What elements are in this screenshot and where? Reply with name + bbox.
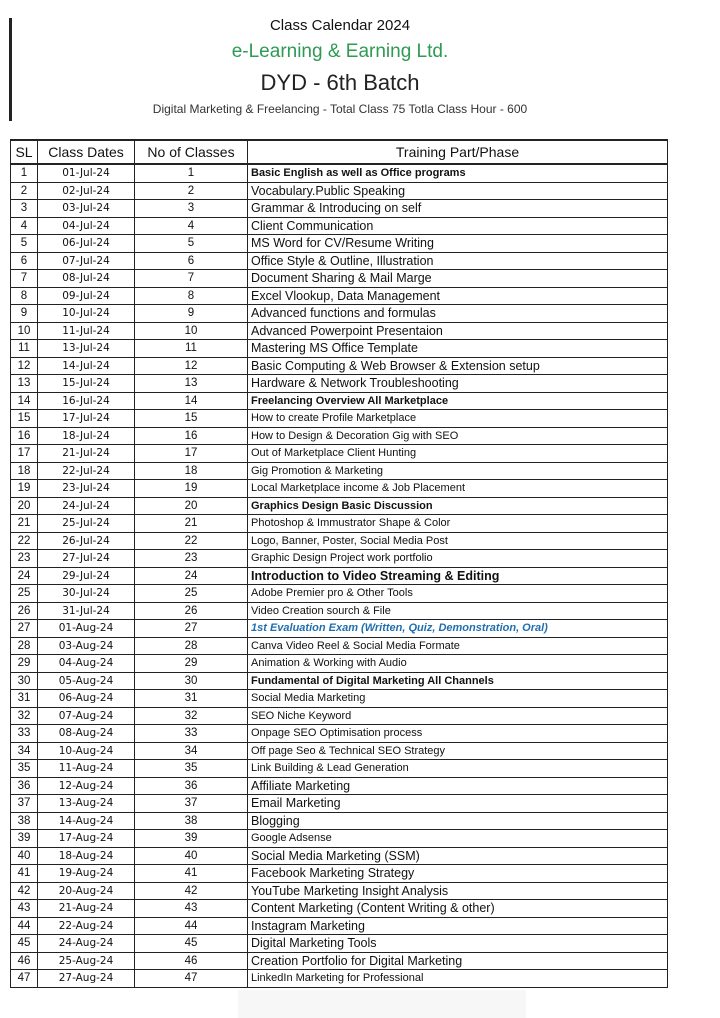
table-row — [11, 795, 668, 813]
date-cell: 14-Aug-24 — [38, 812, 135, 830]
sl-cell: 38 — [11, 812, 38, 830]
topic-cell: 1st Evaluation Exam (Written, Quiz, Demonstration, Oral) — [248, 620, 668, 638]
date-cell: 06-Aug-24 — [38, 690, 135, 708]
table-row — [11, 322, 668, 340]
sl-cell: 19 — [11, 480, 38, 498]
date-cell: 10-Jul-24 — [38, 305, 135, 323]
date-cell: 26-Jul-24 — [38, 532, 135, 550]
class-number-cell: 22 — [135, 532, 248, 550]
table-row — [11, 567, 668, 585]
sl-cell: 15 — [11, 410, 38, 428]
sl-cell: 22 — [11, 532, 38, 550]
class-number-cell: 12 — [135, 357, 248, 375]
table-row — [11, 847, 668, 865]
table-row — [11, 550, 668, 568]
table-row — [11, 392, 668, 410]
class-number-cell: 18 — [135, 462, 248, 480]
topic-cell: Basic Computing & Web Browser & Extension setup — [248, 357, 668, 375]
sl-cell: 31 — [11, 690, 38, 708]
topic-cell: Adobe Premier pro & Other Tools — [248, 585, 668, 603]
class-number-cell: 19 — [135, 480, 248, 498]
date-cell: 14-Jul-24 — [38, 357, 135, 375]
sl-cell: 32 — [11, 707, 38, 725]
sl-cell: 28 — [11, 637, 38, 655]
date-cell: 03-Aug-24 — [38, 637, 135, 655]
topic-cell: Local Marketplace income & Job Placement — [248, 480, 668, 498]
sl-cell: 37 — [11, 795, 38, 813]
sl-cell: 21 — [11, 515, 38, 533]
class-number-cell: 32 — [135, 707, 248, 725]
class-number-cell: 36 — [135, 777, 248, 795]
table-row — [11, 830, 668, 848]
course-summary: Digital Marketing & Freelancing - Total Class 75 Totla Class Hour - 600 — [152, 102, 528, 116]
date-cell: 27-Jul-24 — [38, 550, 135, 568]
topic-cell: How to Design & Decoration Gig with SEO — [248, 427, 668, 445]
date-cell: 20-Aug-24 — [38, 882, 135, 900]
sl-cell: 41 — [11, 865, 38, 883]
topic-cell: Off page Seo & Technical SEO Strategy — [248, 742, 668, 760]
table-row — [11, 427, 668, 445]
topic-cell: Grammar & Introducing on self — [248, 200, 668, 218]
column-header-training-phase: Training Part/Phase — [248, 140, 668, 164]
class-number-cell: 38 — [135, 812, 248, 830]
table-row — [11, 970, 668, 988]
class-number-cell: 29 — [135, 655, 248, 673]
table-row — [11, 655, 668, 673]
topic-cell: Canva Video Reel & Social Media Formate — [248, 637, 668, 655]
topic-cell: Out of Marketplace Client Hunting — [248, 445, 668, 463]
sl-cell: 9 — [11, 305, 38, 323]
table-row — [11, 287, 668, 305]
topic-cell: Digital Marketing Tools — [248, 935, 668, 953]
sl-cell: 16 — [11, 427, 38, 445]
table-row — [11, 620, 668, 638]
sl-cell: 25 — [11, 585, 38, 603]
date-cell: 21-Jul-24 — [38, 445, 135, 463]
class-number-cell: 37 — [135, 795, 248, 813]
date-cell: 02-Jul-24 — [38, 182, 135, 200]
table-row — [11, 252, 668, 270]
topic-cell: Graphics Design Basic Discussion — [248, 497, 668, 515]
class-number-cell: 39 — [135, 830, 248, 848]
column-header-sl: SL — [11, 140, 38, 164]
class-number-cell: 42 — [135, 882, 248, 900]
date-cell: 06-Jul-24 — [38, 235, 135, 253]
topic-cell: Office Style & Outline, Illustration — [248, 252, 668, 270]
date-cell: 25-Aug-24 — [38, 952, 135, 970]
table-row — [11, 602, 668, 620]
topic-cell: Freelancing Overview All Marketplace — [248, 392, 668, 410]
sl-cell: 23 — [11, 550, 38, 568]
topic-cell: Social Media Marketing — [248, 690, 668, 708]
sl-cell: 14 — [11, 392, 38, 410]
class-number-cell: 16 — [135, 427, 248, 445]
topic-cell: Mastering MS Office Template — [248, 340, 668, 358]
date-cell: 10-Aug-24 — [38, 742, 135, 760]
class-number-cell: 43 — [135, 900, 248, 918]
sl-cell: 40 — [11, 847, 38, 865]
organization-name: e-Learning & Earning Ltd. — [231, 41, 449, 62]
class-number-cell: 28 — [135, 637, 248, 655]
class-number-cell: 45 — [135, 935, 248, 953]
class-number-cell: 30 — [135, 672, 248, 690]
topic-cell: Graphic Design Project work portfolio — [248, 550, 668, 568]
date-cell: 16-Jul-24 — [38, 392, 135, 410]
date-cell: 31-Jul-24 — [38, 602, 135, 620]
calendar-title: Class Calendar 2024 — [269, 17, 411, 34]
class-number-cell: 35 — [135, 760, 248, 778]
sl-cell: 4 — [11, 217, 38, 235]
date-cell: 11-Aug-24 — [38, 760, 135, 778]
topic-cell: Document Sharing & Mail Marge — [248, 270, 668, 288]
date-cell: 07-Jul-24 — [38, 252, 135, 270]
table-row — [11, 164, 668, 182]
topic-cell: Vocabulary.Public Speaking — [248, 182, 668, 200]
topic-cell: Client Communication — [248, 217, 668, 235]
topic-cell: Animation & Working with Audio — [248, 655, 668, 673]
topic-cell: Social Media Marketing (SSM) — [248, 847, 668, 865]
class-number-cell: 26 — [135, 602, 248, 620]
topic-cell: Excel Vlookup, Data Management — [248, 287, 668, 305]
table-row — [11, 952, 668, 970]
topic-cell: Blogging — [248, 812, 668, 830]
sl-cell: 11 — [11, 340, 38, 358]
table-row — [11, 760, 668, 778]
class-number-cell: 17 — [135, 445, 248, 463]
date-cell: 22-Aug-24 — [38, 917, 135, 935]
class-number-cell: 24 — [135, 567, 248, 585]
sl-cell: 24 — [11, 567, 38, 585]
topic-cell: How to create Profile Marketplace — [248, 410, 668, 428]
table-row — [11, 882, 668, 900]
sl-cell: 10 — [11, 322, 38, 340]
table-row — [11, 532, 668, 550]
table-row — [11, 812, 668, 830]
class-number-cell: 23 — [135, 550, 248, 568]
date-cell: 24-Aug-24 — [38, 935, 135, 953]
topic-cell: LinkedIn Marketing for Professional — [248, 970, 668, 988]
class-number-cell: 5 — [135, 235, 248, 253]
sl-cell: 44 — [11, 917, 38, 935]
date-cell: 11-Jul-24 — [38, 322, 135, 340]
sl-cell: 13 — [11, 375, 38, 393]
sl-cell: 43 — [11, 900, 38, 918]
column-header-class-dates: Class Dates — [38, 140, 135, 164]
date-cell: 29-Jul-24 — [38, 567, 135, 585]
sl-cell: 12 — [11, 357, 38, 375]
date-cell: 30-Jul-24 — [38, 585, 135, 603]
class-number-cell: 33 — [135, 725, 248, 743]
topic-cell: SEO Niche Keyword — [248, 707, 668, 725]
class-number-cell: 14 — [135, 392, 248, 410]
topic-cell: Facebook Marketing Strategy — [248, 865, 668, 883]
class-number-cell: 21 — [135, 515, 248, 533]
table-row — [11, 725, 668, 743]
sl-cell: 42 — [11, 882, 38, 900]
date-cell: 04-Jul-24 — [38, 217, 135, 235]
sl-cell: 33 — [11, 725, 38, 743]
sl-cell: 17 — [11, 445, 38, 463]
class-number-cell: 7 — [135, 270, 248, 288]
class-number-cell: 20 — [135, 497, 248, 515]
table-row — [11, 777, 668, 795]
date-cell: 09-Jul-24 — [38, 287, 135, 305]
table-body — [11, 164, 668, 987]
date-cell: 07-Aug-24 — [38, 707, 135, 725]
sl-cell: 39 — [11, 830, 38, 848]
sl-cell: 46 — [11, 952, 38, 970]
sl-cell: 35 — [11, 760, 38, 778]
date-cell: 13-Aug-24 — [38, 795, 135, 813]
table-row — [11, 672, 668, 690]
class-number-cell: 10 — [135, 322, 248, 340]
topic-cell: Hardware & Network Troubleshooting — [248, 375, 668, 393]
topic-cell: Instagram Marketing — [248, 917, 668, 935]
class-number-cell: 2 — [135, 182, 248, 200]
topic-cell: Video Creation sourch & File — [248, 602, 668, 620]
topic-cell: MS Word for CV/Resume Writing — [248, 235, 668, 253]
sl-cell: 7 — [11, 270, 38, 288]
topic-cell: Affiliate Marketing — [248, 777, 668, 795]
table-row — [11, 357, 668, 375]
class-number-cell: 4 — [135, 217, 248, 235]
batch-title: DYD - 6th Batch — [260, 70, 420, 95]
footer-shade — [238, 990, 526, 1018]
topic-cell: Creation Portfolio for Digital Marketing — [248, 952, 668, 970]
class-number-cell: 27 — [135, 620, 248, 638]
sl-cell: 1 — [11, 164, 38, 182]
date-cell: 15-Jul-24 — [38, 375, 135, 393]
topic-cell: Google Adsense — [248, 830, 668, 848]
class-number-cell: 46 — [135, 952, 248, 970]
class-number-cell: 34 — [135, 742, 248, 760]
table-row — [11, 900, 668, 918]
sl-cell: 45 — [11, 935, 38, 953]
sl-cell: 8 — [11, 287, 38, 305]
table-row — [11, 690, 668, 708]
table-row — [11, 410, 668, 428]
topic-cell: Introduction to Video Streaming & Editing — [248, 567, 668, 585]
topic-cell: Advanced Powerpoint Presentaion — [248, 322, 668, 340]
date-cell: 05-Aug-24 — [38, 672, 135, 690]
table-row — [11, 637, 668, 655]
column-header-no-of-classes: No of Classes — [135, 140, 248, 164]
class-number-cell: 1 — [135, 164, 248, 182]
sl-cell: 29 — [11, 655, 38, 673]
sl-cell: 27 — [11, 620, 38, 638]
date-cell: 08-Aug-24 — [38, 725, 135, 743]
table-row — [11, 707, 668, 725]
date-cell: 17-Aug-24 — [38, 830, 135, 848]
table-row — [11, 585, 668, 603]
topic-cell: Gig Promotion & Marketing — [248, 462, 668, 480]
date-cell: 04-Aug-24 — [38, 655, 135, 673]
date-cell: 18-Jul-24 — [38, 427, 135, 445]
date-cell: 21-Aug-24 — [38, 900, 135, 918]
date-cell: 18-Aug-24 — [38, 847, 135, 865]
date-cell: 22-Jul-24 — [38, 462, 135, 480]
topic-cell: Content Marketing (Content Writing & other) — [248, 900, 668, 918]
topic-cell: YouTube Marketing Insight Analysis — [248, 882, 668, 900]
class-number-cell: 47 — [135, 970, 248, 988]
class-schedule-table — [10, 139, 668, 988]
table-row — [11, 340, 668, 358]
class-number-cell: 41 — [135, 865, 248, 883]
table-row — [11, 235, 668, 253]
table-row — [11, 217, 668, 235]
topic-cell: Onpage SEO Optimisation process — [248, 725, 668, 743]
table-row — [11, 742, 668, 760]
sl-cell: 5 — [11, 235, 38, 253]
date-cell: 01-Jul-24 — [38, 164, 135, 182]
topic-cell: Logo, Banner, Poster, Social Media Post — [248, 532, 668, 550]
sl-cell: 26 — [11, 602, 38, 620]
class-number-cell: 31 — [135, 690, 248, 708]
date-cell: 12-Aug-24 — [38, 777, 135, 795]
sl-cell: 2 — [11, 182, 38, 200]
class-number-cell: 3 — [135, 200, 248, 218]
sl-cell: 20 — [11, 497, 38, 515]
date-cell: 03-Jul-24 — [38, 200, 135, 218]
table-row — [11, 445, 668, 463]
sl-cell: 30 — [11, 672, 38, 690]
date-cell: 23-Jul-24 — [38, 480, 135, 498]
class-number-cell: 11 — [135, 340, 248, 358]
class-number-cell: 25 — [135, 585, 248, 603]
table-row — [11, 200, 668, 218]
date-cell: 19-Aug-24 — [38, 865, 135, 883]
table-row — [11, 375, 668, 393]
topic-cell: Link Building & Lead Generation — [248, 760, 668, 778]
topic-cell: Photoshop & Immustrator Shape & Color — [248, 515, 668, 533]
class-number-cell: 9 — [135, 305, 248, 323]
table-row — [11, 515, 668, 533]
class-number-cell: 44 — [135, 917, 248, 935]
table-header-row — [11, 140, 668, 164]
sl-cell: 6 — [11, 252, 38, 270]
date-cell: 01-Aug-24 — [38, 620, 135, 638]
sl-cell: 36 — [11, 777, 38, 795]
table-row — [11, 497, 668, 515]
topic-cell: Advanced functions and formulas — [248, 305, 668, 323]
date-cell: 13-Jul-24 — [38, 340, 135, 358]
date-cell: 17-Jul-24 — [38, 410, 135, 428]
table-row — [11, 462, 668, 480]
topic-cell: Fundamental of Digital Marketing All Channels — [248, 672, 668, 690]
class-number-cell: 8 — [135, 287, 248, 305]
class-number-cell: 40 — [135, 847, 248, 865]
date-cell: 24-Jul-24 — [38, 497, 135, 515]
date-cell: 25-Jul-24 — [38, 515, 135, 533]
sl-cell: 47 — [11, 970, 38, 988]
table-row — [11, 182, 668, 200]
date-cell: 27-Aug-24 — [38, 970, 135, 988]
topic-cell: Basic English as well as Office programs — [248, 164, 668, 182]
date-cell: 08-Jul-24 — [38, 270, 135, 288]
sl-cell: 34 — [11, 742, 38, 760]
table-row — [11, 917, 668, 935]
class-number-cell: 15 — [135, 410, 248, 428]
class-number-cell: 6 — [135, 252, 248, 270]
topic-cell: Email Marketing — [248, 795, 668, 813]
sl-cell: 3 — [11, 200, 38, 218]
table-row — [11, 270, 668, 288]
table-row — [11, 865, 668, 883]
table-row — [11, 935, 668, 953]
sl-cell: 18 — [11, 462, 38, 480]
class-number-cell: 13 — [135, 375, 248, 393]
table-row — [11, 480, 668, 498]
table-row — [11, 305, 668, 323]
